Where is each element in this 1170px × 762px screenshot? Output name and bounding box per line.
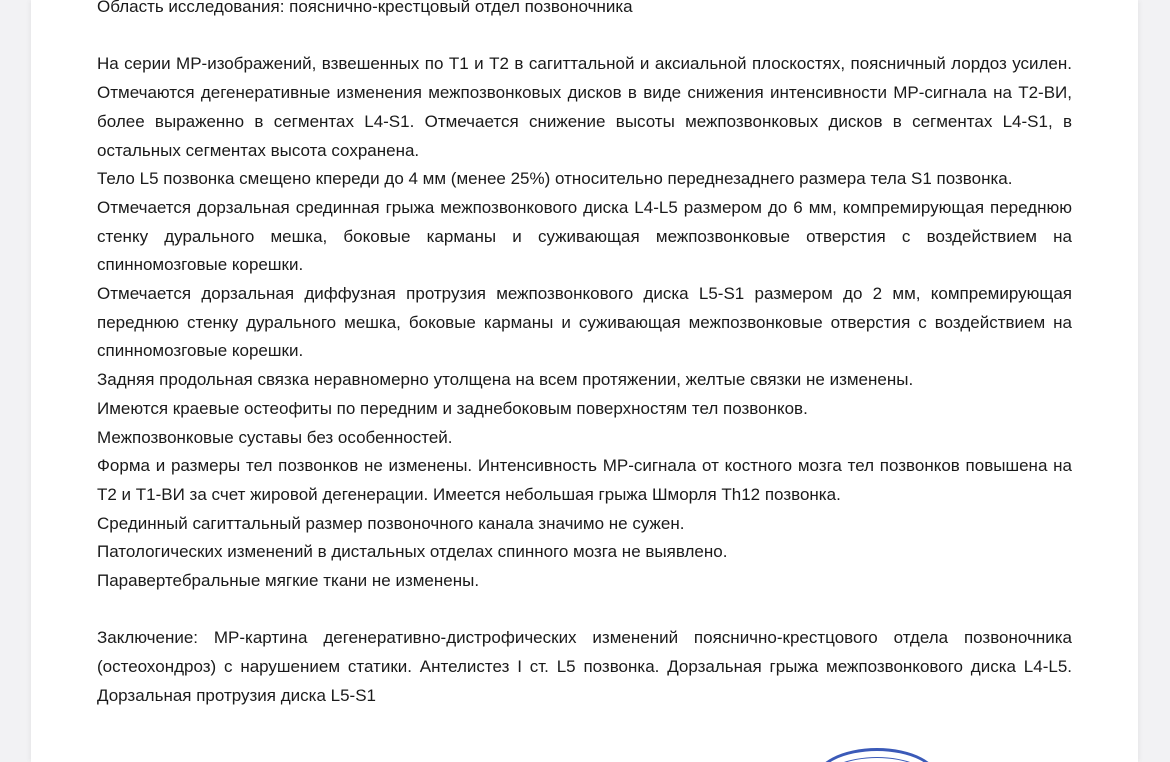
finding-paragraph: Патологических изменений в дистальных отделах спинного мозга не выявлено. [97,542,728,562]
study-area: Область исследования: пояснично-крестцовый отдел позвоночника [97,0,633,16]
conclusion-paragraph: Заключение: МР-картина дегенеративно-дистрофических изменений пояснично-крестцового отдела позвоночника (остеохондроз) с нарушением статики. Антелистез I ст. L5 позвонка. Дорзальная грыжа межпозвонкового диска L4-L5. Дорзальная протрузия диска L5-S1 [97,628,1072,705]
report-content [97,0,1072,711]
stamp-seal [814,748,940,762]
finding-paragraph: Задняя продольная связка неравномерно утолщена на всем протяжении, желтые связки не изменены. [97,370,914,390]
finding-paragraph: Тело L5 позвонка смещено кпереди до 4 мм (менее 25%) относительно переднезаднего размера тела S1 позвонка. [97,169,1013,189]
finding-paragraph: Паравертебральные мягкие ткани не изменены. [97,571,480,591]
finding-paragraph: Отмечается дорзальная срединная грыжа межпозвонкового диска L4-L5 размером до 6 мм, компремирующая переднюю стенку дурального мешка, боковые карманы и суживающая межпозвонковые отверстия с воздействием на спинномозговые корешки. [97,197,1072,275]
finding-paragraph: Имеются краевые остеофиты по передним и заднебоковым поверхностям тел позвонков. [97,398,808,418]
spacer [97,22,1072,51]
finding-paragraph: Отмечается дорзальная диффузная протрузия межпозвонкового диска L5-S1 размером до 2 мм, компремирующая переднюю стенку дурального мешка, боковые карманы и суживающая межпозвонковые отверстия с воздействием на спинномозговые корешки. [97,284,1072,361]
document-page [31,0,1138,762]
spacer [97,596,1072,625]
finding-paragraph: Срединный сагиттальный размер позвоночного канала значимо не сужен. [97,513,685,533]
finding-paragraph: На серии МР-изображений, взвешенных по Т1 и Т2 в сагиттальной и аксиальной плоскостях, поясничный лордоз усилен. Отмечаются дегенеративные изменения межпозвонковых дисков в виде снижения интенсивности МР-сигнала на Т2-ВИ, более выраженно в сегментах L4-S1. Отмечается снижение высоты межпозвонковых дисков в сегментах L4-S1, в остальных сегментах высота сохранена. [97,54,1072,160]
finding-paragraph: Форма и размеры тел позвонков не изменены. Интенсивность МР-сигнала от костного мозга тел позвонков повышена на Т2 и Т1-ВИ за счет жировой дегенерации. Имеется небольшая грыжа Шморля Th12 позвонка. [97,456,1072,504]
finding-paragraph: Межпозвонковые суставы без особенностей. [97,427,453,447]
